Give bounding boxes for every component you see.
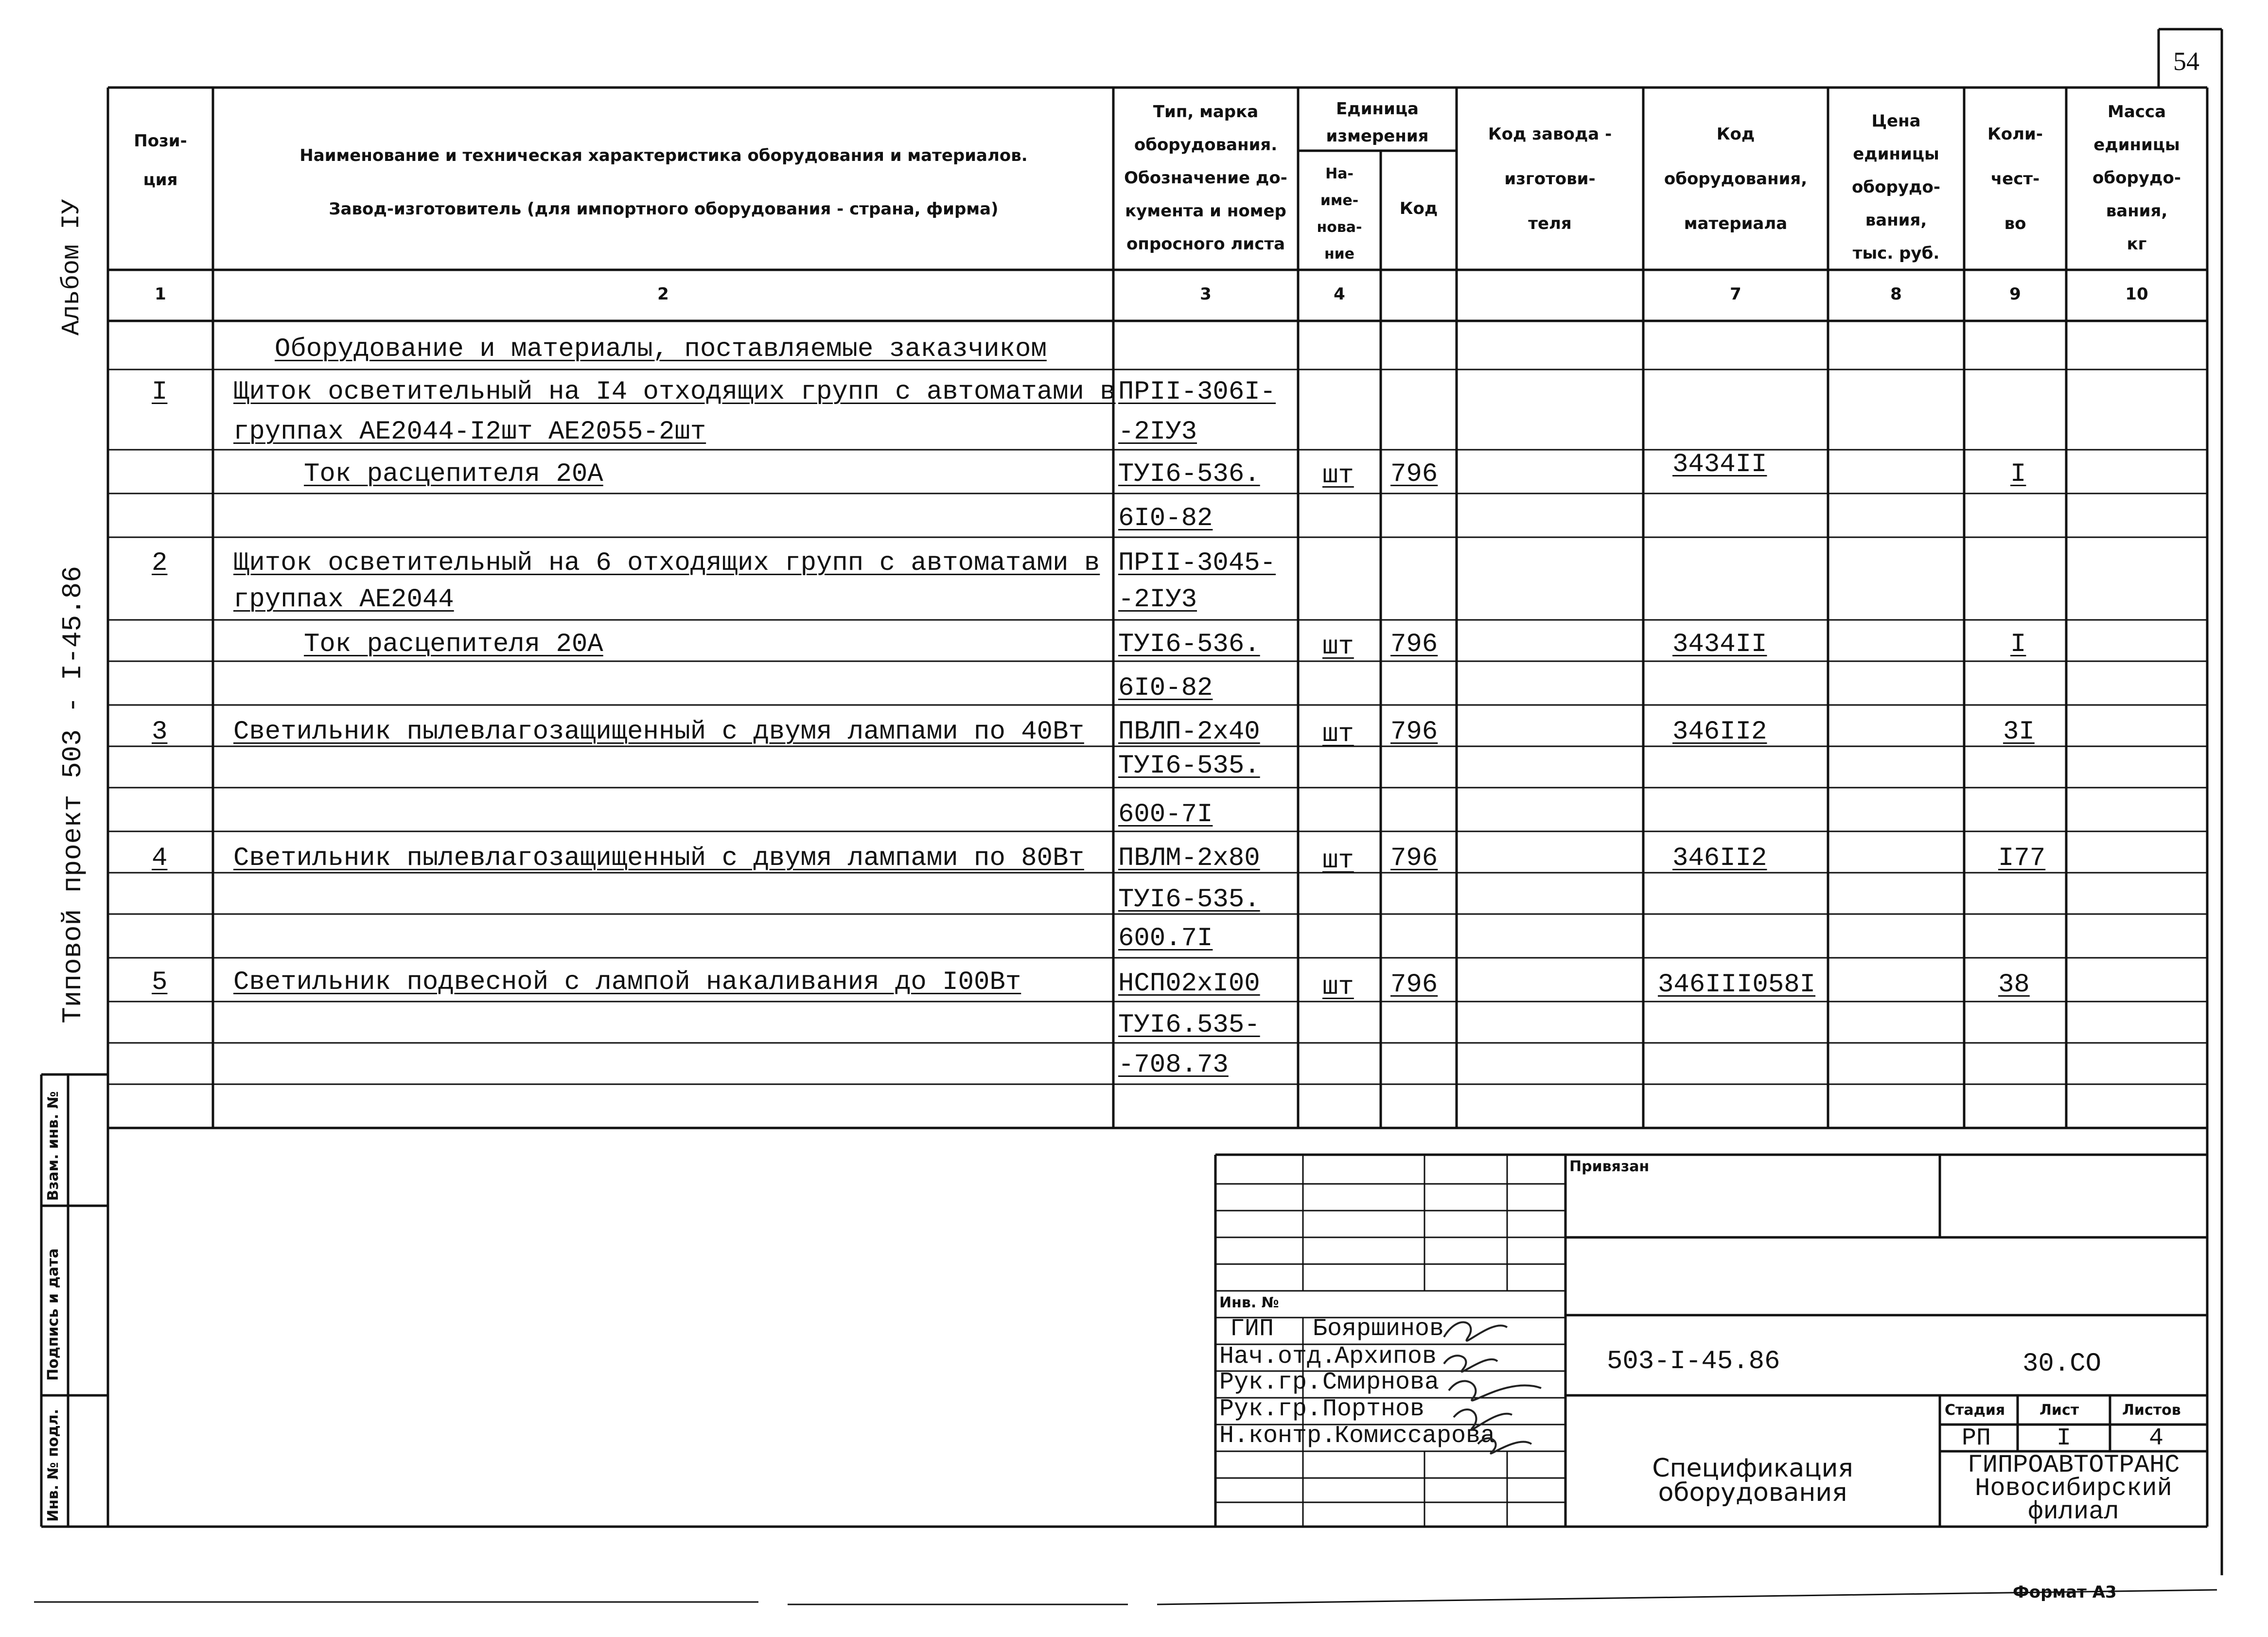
row-12-position: 4 — [152, 844, 168, 873]
row-4-type: 6I0-82 — [1118, 504, 1213, 533]
row-7-name: Ток расцепителя 20А — [304, 630, 603, 659]
row-14-type: 600.7I — [1118, 924, 1213, 953]
row-3-code: 796 — [1390, 459, 1438, 489]
row-15-unit: шт — [1322, 972, 1354, 1002]
signature-name-5: Комиссарова — [1335, 1422, 1495, 1450]
side-stamp-replacement: Взам. инв. № — [45, 1091, 62, 1201]
row-6-type: -2IУ3 — [1118, 585, 1197, 615]
row-12-equipment-code: 346II2 — [1672, 844, 1767, 873]
signature-name-2: Архипов — [1335, 1343, 1437, 1371]
designation: 503-I-45.86 — [1607, 1347, 1780, 1376]
section-heading: Оборудование и материалы, поставляемые заказчиком — [275, 334, 1047, 364]
row-5-position: 2 — [152, 548, 168, 578]
sheet-label: Лист — [2039, 1402, 2079, 1419]
row-7-type: ТУI6-536. — [1118, 630, 1260, 659]
signature-role-4: Рук.гр. — [1219, 1395, 1322, 1423]
stage-value: РП — [1962, 1425, 1991, 1452]
col-header-equipment-code: Код оборудования, материала — [1664, 124, 1808, 233]
row-17-type: -708.73 — [1118, 1050, 1229, 1080]
row-7-unit: шт — [1322, 632, 1354, 662]
row-15-type: НСП02хI00 — [1118, 969, 1260, 999]
row-3-equipment-code: 3434II — [1672, 450, 1767, 479]
col-number-4: 4 — [1334, 284, 1345, 304]
row-11-type: 600-7I — [1118, 800, 1213, 829]
side-stamp-inventory: Инв. № подл. — [45, 1408, 62, 1522]
signature-role-3: Рук.гр. — [1219, 1369, 1322, 1396]
col-header-price: Цена единицы оборудо- вания, тыс. руб. — [1852, 111, 1940, 263]
row-8-type: 6I0-82 — [1118, 673, 1213, 703]
sheets-label: Листов — [2122, 1402, 2181, 1419]
row-7-quantity: I — [2010, 630, 2026, 659]
col-header-type: Тип, марка оборудования. Обозначение до- кумента и номер опросного листа — [1124, 102, 1287, 254]
signature-name-4: Портнов — [1322, 1395, 1425, 1423]
col-header-unit-code: Код — [1399, 199, 1438, 218]
col-number-10: 10 — [2125, 284, 2148, 304]
col-header-name: Наименование и техническая характеристика оборудования и материалов. Завод-изготовитель (для импортного оборудования - страна, фирма) — [299, 146, 1028, 219]
col-header-plant-code: Код завода - изготови- теля — [1488, 124, 1612, 233]
inventory-label: Инв. № — [1219, 1294, 1279, 1311]
signature-role-1: ГИП — [1230, 1315, 1274, 1343]
row-12-type: ПВЛМ-2х80 — [1118, 844, 1260, 873]
col-header-position: Пози- ция — [134, 131, 187, 190]
page-number: 54 — [2173, 47, 2199, 76]
row-1-type: ПРII-306I- — [1118, 377, 1276, 407]
row-1-position: I — [152, 377, 168, 407]
row-9-unit: шт — [1322, 720, 1354, 749]
row-15-quantity: 38 — [1998, 970, 2030, 1000]
signature-name-3: Смирнова — [1322, 1369, 1440, 1396]
col-header-unit-name: На- име- нова- ние — [1317, 165, 1362, 263]
row-9-type: ПВЛП-2х40 — [1118, 717, 1260, 747]
row-12-unit: шт — [1322, 846, 1354, 876]
signature-role-5: Н.контр. — [1219, 1422, 1336, 1450]
row-9-name: Светильник пылевлагозащищенный с двумя лампами по 40Вт — [233, 717, 1084, 747]
row-13-type: ТУI6-535. — [1118, 885, 1260, 915]
row-12-name: Светильник пылевлагозащищенный с двумя лампами по 80Вт — [233, 844, 1084, 873]
sheets-value: 4 — [2149, 1425, 2164, 1452]
row-3-quantity: I — [2010, 459, 2026, 489]
col-number-2: 2 — [657, 284, 669, 304]
col-header-mass: Масса единицы оборудо- вания, кг — [2092, 102, 2181, 254]
organization: ГИПРОАВТОТРАНС Новосибирский филиал — [1967, 1451, 2180, 1526]
sheet-value: I — [2057, 1425, 2072, 1452]
row-3-unit: шт — [1322, 461, 1354, 491]
bound-label: Привязан — [1569, 1158, 1650, 1175]
col-number-8: 8 — [1890, 284, 1902, 304]
row-3-name: Ток расцепителя 20А — [304, 459, 603, 489]
format-label: Формат А3 — [2013, 1583, 2117, 1602]
album-label: Альбом IУ — [57, 199, 86, 335]
row-9-quantity: 3I — [2003, 717, 2035, 747]
row-15-name: Светильник подвесной с лампой накаливания до I00Вт — [233, 968, 1021, 997]
row-15-position: 5 — [152, 968, 168, 997]
row-16-type: ТУI6.535- — [1118, 1010, 1260, 1040]
signature-role-2: Нач.отд. — [1219, 1343, 1336, 1371]
row-5-name: Щиток осветительный на 6 отходящих групп с автоматами в — [233, 548, 1100, 578]
row-2-name: группах АЕ2044-I2шт АЕ2055-2шт — [233, 417, 706, 447]
row-15-equipment-code: 346III058I — [1658, 970, 1816, 1000]
row-12-code: 796 — [1390, 844, 1438, 873]
row-15-code: 796 — [1390, 970, 1438, 1000]
row-9-position: 3 — [152, 717, 168, 747]
row-10-type: ТУI6-535. — [1118, 751, 1260, 781]
side-stamp-signature: Подпись и дата — [45, 1248, 62, 1381]
row-3-type: ТУI6-536. — [1118, 459, 1260, 489]
handwritten-signatures — [1439, 1303, 1585, 1478]
stage-label: Стадия — [1945, 1402, 2005, 1419]
row-6-name: группах АЕ2044 — [233, 585, 454, 615]
row-9-code: 796 — [1390, 717, 1438, 747]
col-header-unit-group: Единица измерения — [1326, 99, 1429, 146]
row-1-name: Щиток осветительный на I4 отходящих групп с автоматами в — [233, 377, 1116, 407]
document-code: 30.CO — [2022, 1349, 2102, 1379]
col-number-1: 1 — [155, 284, 166, 304]
col-number-3: 3 — [1200, 284, 1212, 304]
row-9-equipment-code: 346II2 — [1672, 717, 1767, 747]
signature-name-1: Бояршинов — [1313, 1315, 1444, 1343]
row-12-quantity: I77 — [1998, 844, 2046, 873]
document-title: Спецификация оборудования — [1652, 1454, 1853, 1507]
row-7-equipment-code: 3434II — [1672, 630, 1767, 659]
col-number-7: 7 — [1730, 284, 1741, 304]
col-number-9: 9 — [2009, 284, 2021, 304]
project-label: Типовой проект 503 - I-45.86 — [57, 566, 88, 1023]
row-5-type: ПРII-3045- — [1118, 548, 1276, 578]
col-header-quantity: Коли- чест- во — [1987, 124, 2043, 233]
row-7-code: 796 — [1390, 630, 1438, 659]
row-2-type: -2IУ3 — [1118, 417, 1197, 447]
